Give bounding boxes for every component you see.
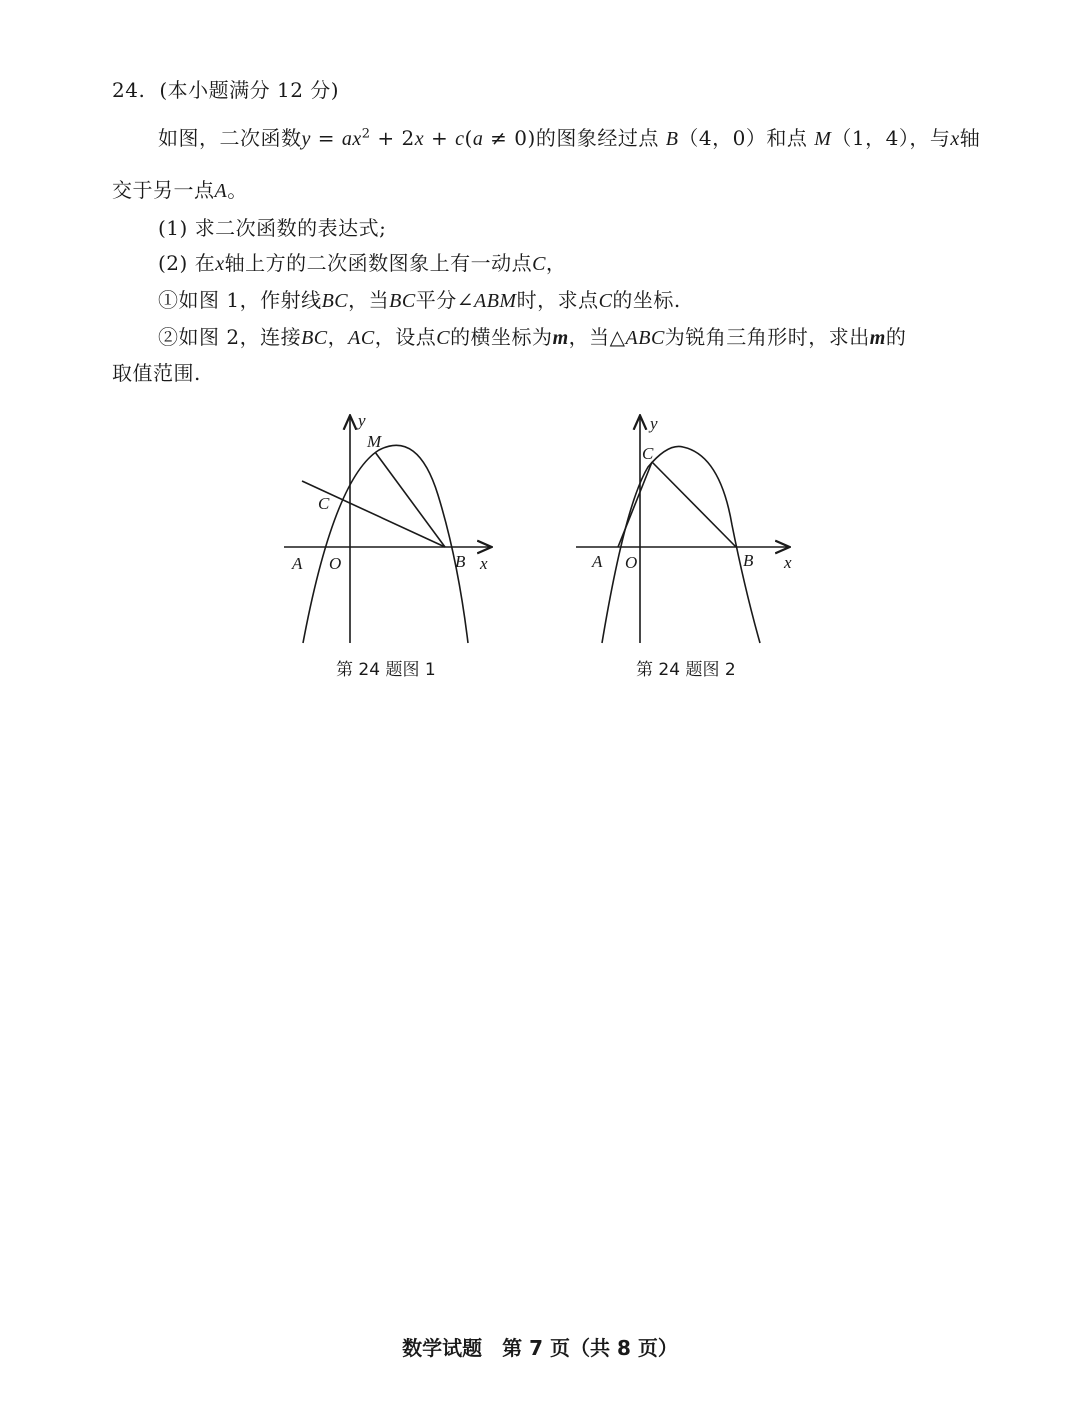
eq-cond-a: a (472, 128, 484, 150)
triangle-abc: ABC (625, 327, 665, 349)
point-m: M (814, 128, 832, 150)
sub2-text: ， (545, 251, 567, 275)
label-c: C (642, 444, 654, 463)
parabola (602, 446, 760, 643)
subquestion-2 (158, 247, 566, 276)
sub2ii-text: 的横坐标为 (450, 325, 553, 349)
segment-bc: BC (301, 327, 328, 349)
question-score: (本小题满分 12 分) (159, 78, 340, 102)
label-a: A (592, 552, 603, 571)
intro-text: 交于另一点 (112, 178, 215, 202)
sub2i-text: ，当 (348, 288, 390, 312)
var-m: m (869, 327, 886, 349)
question-number: 24. (112, 78, 146, 102)
ray-bc (302, 481, 445, 547)
segment-ac (618, 462, 652, 547)
figure-2-caption: 第 24 题图 2 (636, 660, 736, 680)
label-b: B (743, 551, 754, 570)
eq-ax: ax (341, 128, 362, 150)
label-x: x (784, 553, 792, 572)
intro-text: 。 (227, 178, 248, 202)
ray-bc: BC (389, 290, 416, 312)
sub2i-text: ①如图 1，作射线 (158, 288, 322, 312)
point-b: B (665, 128, 679, 150)
segment-ac: AC (348, 327, 375, 349)
point-c: C (436, 327, 451, 349)
eq-plus: + (424, 126, 456, 150)
eq-cond-rest: ≠ 0) (483, 126, 536, 150)
point-m-coord: （1，4），与 (831, 126, 951, 150)
sub2ii-text: 的 (885, 325, 907, 349)
eq-plus2: + 2 (370, 126, 415, 150)
sub2-text: (2) 在 (158, 251, 216, 275)
ray-bc: BC (321, 290, 349, 312)
label-y: y (650, 414, 658, 433)
sub2i-text: 平分∠ (415, 288, 474, 312)
page-footer: 数学试题 第 7 页（共 8 页） (402, 1336, 678, 1360)
sub2ii-text: ， (327, 325, 349, 349)
subquestion-1 (158, 212, 386, 241)
subquestion-2-part-2 (158, 321, 906, 350)
sub2i-text: 时，求点 (516, 288, 599, 312)
label-a: A (292, 554, 303, 573)
x-var: x (215, 253, 225, 275)
eq-equals: = (310, 126, 342, 150)
eq-x: x (414, 128, 425, 150)
sub2-text: 轴上方的二次函数图象上有一动点 (224, 251, 533, 275)
eq-c: c (455, 128, 465, 150)
x-var: x (950, 128, 960, 150)
eq-square: 2 (361, 126, 371, 142)
label-o: O (329, 554, 342, 573)
figure-1 (278, 405, 508, 650)
sub2ii-text: 为锐角三角形时，求出 (664, 325, 870, 349)
subquestion-2-part-2-cont (112, 357, 201, 386)
point-c: C (532, 253, 546, 275)
point-a: A (214, 180, 228, 202)
figure-2 (570, 405, 810, 650)
label-c: C (318, 494, 330, 513)
sub2ii-text: ，当△ (568, 325, 626, 349)
sub2ii-text: ②如图 2，连接 (158, 325, 302, 349)
sub2i-text: 的坐标. (612, 288, 681, 312)
label-o: O (625, 553, 638, 572)
segment-bc (652, 462, 736, 547)
question-header (112, 74, 339, 103)
question-intro-line2 (112, 174, 248, 203)
subquestion-2-part-1 (158, 284, 681, 313)
figure-1-caption: 第 24 题图 1 (336, 660, 436, 680)
point-c: C (598, 290, 613, 312)
sub2ii-text: ，设点 (374, 325, 437, 349)
label-y: y (358, 411, 366, 430)
intro-text: 如图，二次函数 (158, 126, 302, 150)
label-b: B (455, 552, 466, 571)
sub2ii-text: 取值范围. (112, 361, 201, 385)
intro-text: 的图象经过点 (535, 126, 666, 150)
eq-y: y (301, 128, 311, 150)
question-intro-line1 (158, 122, 980, 151)
var-m: m (552, 327, 569, 349)
label-x: x (480, 554, 488, 573)
point-b-coord: （4，0）和点 (678, 126, 815, 150)
eq-cond-open: ( (464, 126, 473, 150)
subquestion-1-text: (1) 求二次函数的表达式; (158, 216, 387, 240)
angle-abm: ABM (473, 290, 517, 312)
intro-text: 轴 (959, 126, 981, 150)
label-m: M (367, 432, 382, 451)
segment-bm (375, 452, 445, 547)
